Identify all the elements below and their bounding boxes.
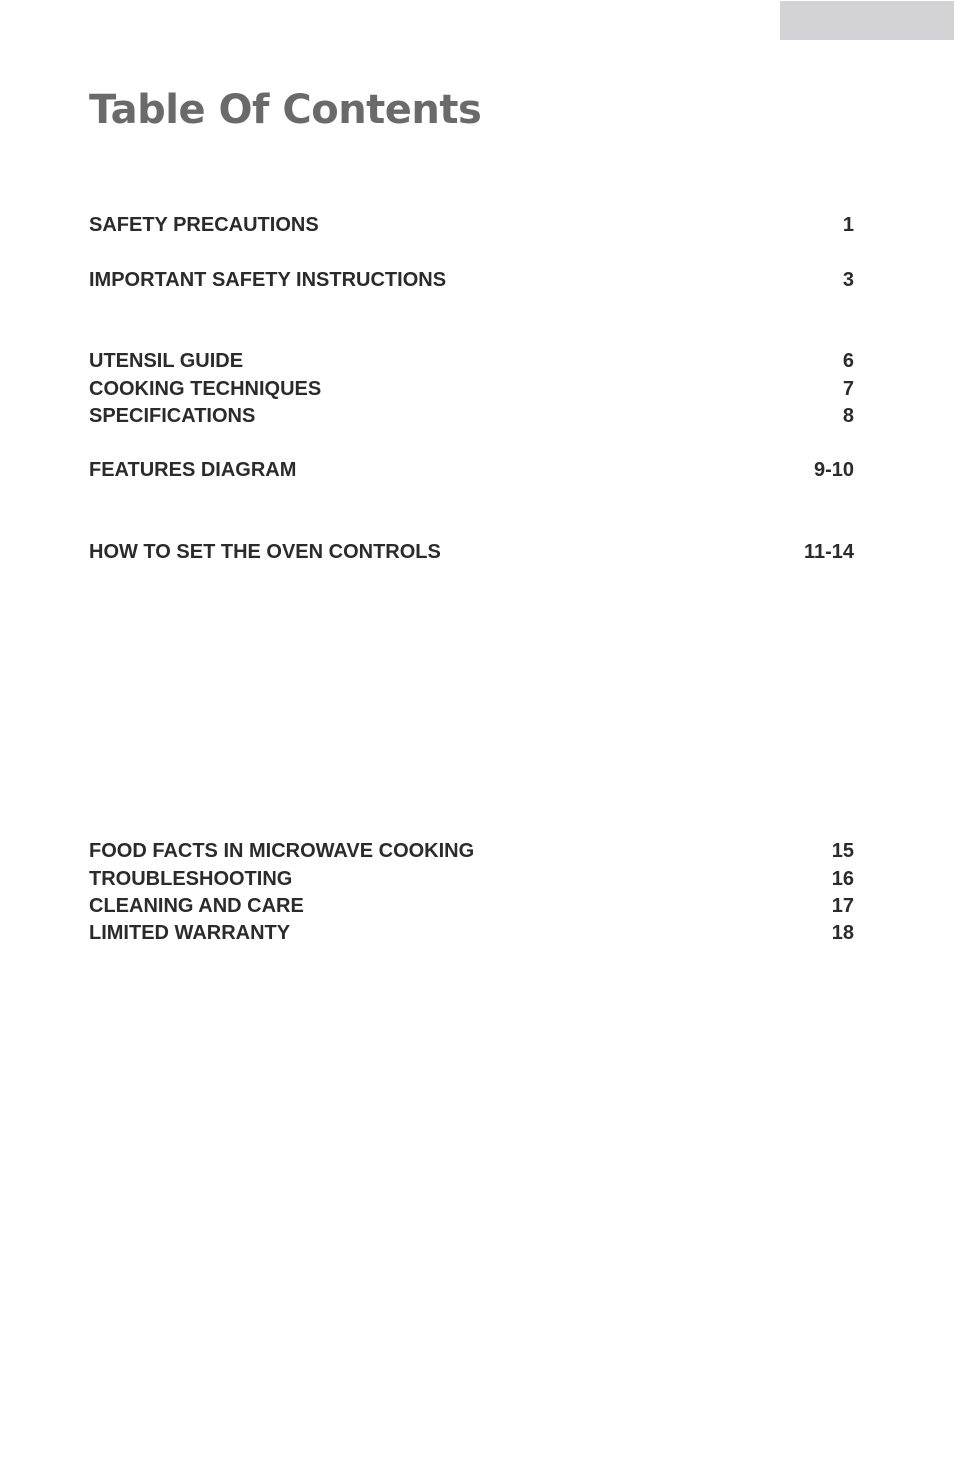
toc-entry-oven-controls[interactable] [89,539,854,566]
toc-entry-specifications[interactable] [89,403,854,430]
corner-tab [780,1,954,40]
toc-entry-page: 1 [842,214,854,236]
toc-entry-label: LIMITED WARRANTY [89,922,291,944]
toc-entry-page: 18 [831,922,854,944]
toc-entry-label: COOKING TECHNIQUES [89,378,322,400]
toc-entry-page: 16 [831,868,854,890]
toc-entry-label: TROUBLESHOOTING [89,868,293,890]
toc-entry-page: 3 [842,269,854,291]
toc-entry-page: 17 [831,895,854,917]
toc-entry-page: 15 [831,840,854,862]
toc-entry-label: FOOD FACTS IN MICROWAVE COOKING [89,840,475,862]
toc-entry-page: 8 [842,405,854,427]
toc-entry-label: SPECIFICATIONS [89,405,256,427]
toc-entry-features-diagram[interactable] [89,457,854,484]
toc-entry-food-facts[interactable] [89,838,854,865]
toc-entry-cooking-techniques[interactable] [89,376,854,403]
toc-entry-label: CLEANING AND CARE [89,895,304,917]
toc-entry-page: 11-14 [803,541,854,563]
toc-entry-troubleshooting[interactable] [89,866,854,893]
toc-entry-label: FEATURES DIAGRAM [89,459,297,481]
toc-entry-safety-precautions[interactable] [89,212,854,239]
toc-entry-label: HOW TO SET THE OVEN CONTROLS [89,541,441,563]
toc-entry-label: UTENSIL GUIDE [89,350,244,372]
toc-entry-limited-warranty[interactable] [89,920,854,947]
toc-entry-page: 9-10 [813,459,854,481]
toc-entry-cleaning-and-care[interactable] [89,893,854,920]
toc-entry-label: SAFETY PRECAUTIONS [89,214,319,236]
page-title: Table Of Contents [89,87,482,133]
toc-entry-label: IMPORTANT SAFETY INSTRUCTIONS [89,269,447,291]
toc-entry-important-safety-instructions[interactable] [89,267,854,294]
toc-entry-page: 7 [842,378,854,400]
toc-entry-page: 6 [842,350,854,372]
toc-entry-utensil-guide[interactable] [89,348,854,375]
